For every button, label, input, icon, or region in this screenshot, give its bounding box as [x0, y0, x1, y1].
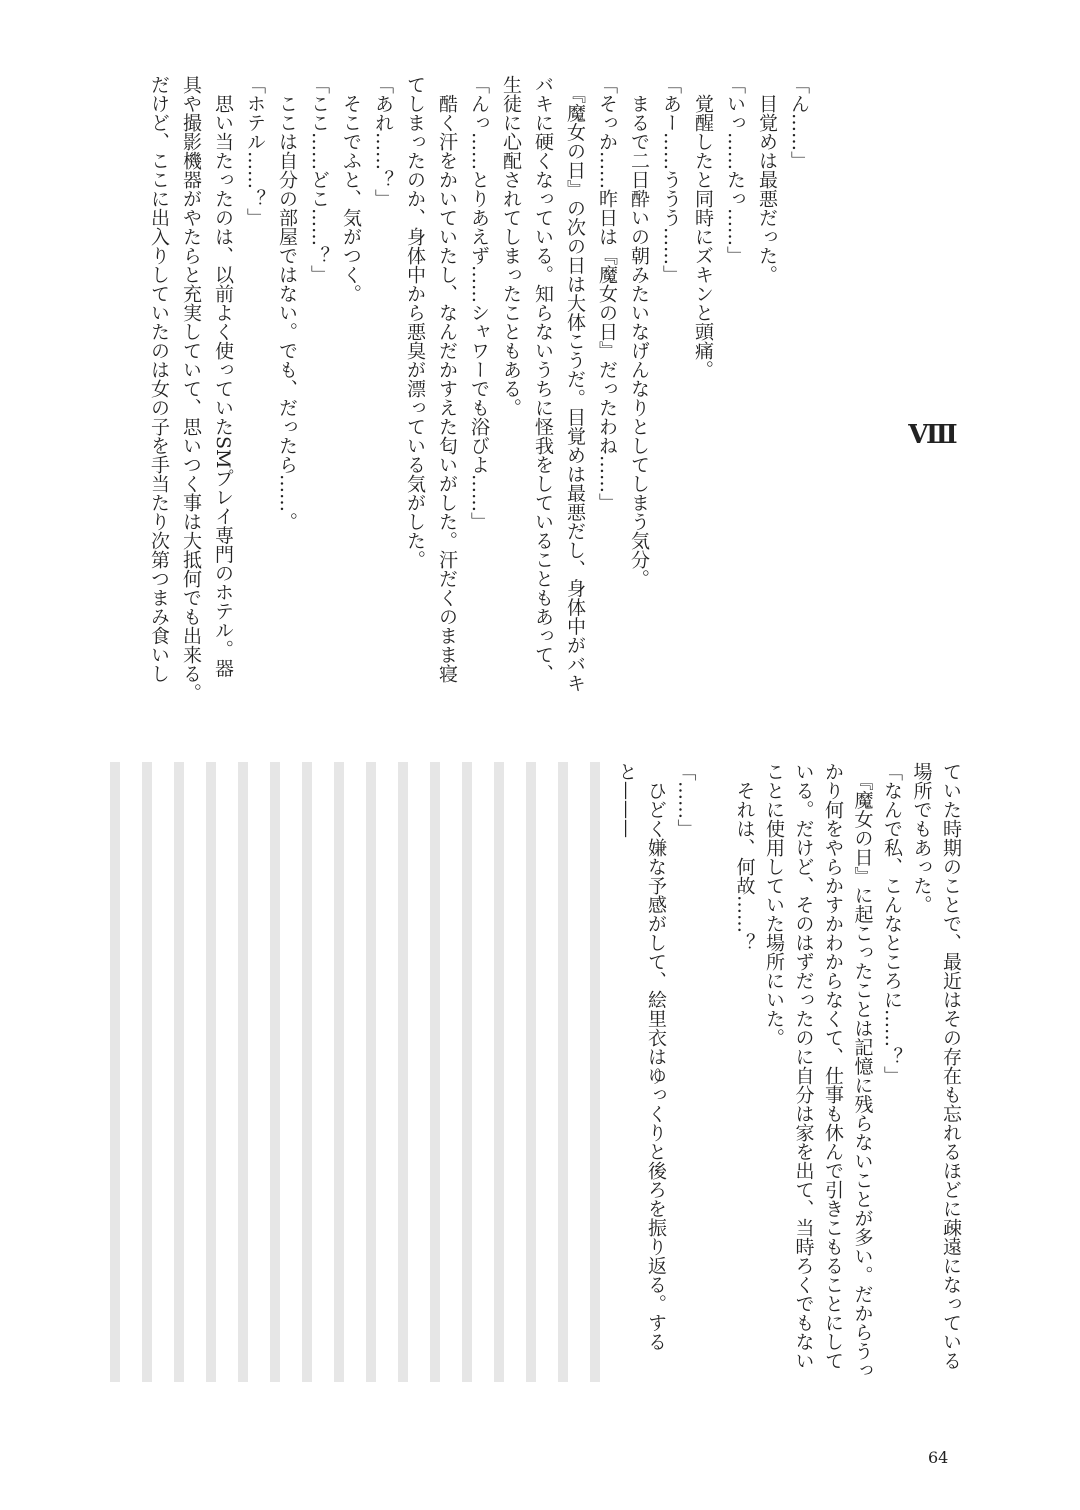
text-line: 場所でもあった。: [910, 762, 933, 914]
text-line: かり何をやらかすかわからなくて、仕事も休んで引きこもることにして: [822, 762, 844, 1370]
text-line: 覚醒したと同時にズキンと頭痛。: [692, 75, 714, 379]
omitted-text-column: [526, 762, 536, 1382]
omitted-text-column: [142, 762, 152, 1382]
text-line: 酷く汗をかいていたし、なんだかすえた匂いがした。汗だくのまま寝: [436, 75, 458, 683]
text-line: 「ん……」: [788, 75, 810, 170]
omitted-text-column: [334, 762, 344, 1382]
text-line: ことに使用していた場所にいた。: [763, 762, 785, 1047]
text-line: 『魔女の日』に起こったことは記憶に残らないことが多い。だからうっ: [851, 762, 874, 1380]
text-line: 「ここ……どこ……？」: [308, 75, 330, 284]
omitted-text-column: [398, 762, 408, 1382]
omitted-text-column: [366, 762, 376, 1382]
chapter-heading: Ⅷ: [918, 420, 948, 450]
text-line: ひどく嫌な予感がして、絵里衣はゆっくりと後ろを振り返る。する: [645, 762, 667, 1351]
text-line: 思い当たったのは、以前よく使っていたSMプレイ専門のホテル。器: [212, 75, 234, 678]
omitted-text-column: [174, 762, 184, 1382]
text-line: 「んっ……とりあえず……シャワーでも浴びよ……」: [468, 75, 490, 531]
lower-text-block: [135, 762, 965, 1427]
text-line: 「ホテル……？」: [244, 75, 266, 227]
text-line: 「……」: [674, 762, 697, 838]
text-line: だけど、ここに出入りしていたのは女の子を手当たり次第つまみ食いし: [148, 75, 170, 683]
text-line: ていた時期のことで、最近はその存在も忘れるほどに疎遠になっている: [940, 762, 962, 1370]
omitted-text-column: [270, 762, 280, 1382]
text-line: 目覚めは最悪だった。: [756, 75, 778, 284]
omitted-text-column: [494, 762, 504, 1382]
text-line: いる。だけど、そのはずだったのに自分は家を出て、当時ろくでもない: [792, 762, 815, 1370]
omitted-text-column: [206, 762, 216, 1382]
omitted-text-column: [430, 762, 440, 1382]
text-line: それは、何故……？: [733, 762, 756, 952]
text-line: そこでふと、気がつく。: [340, 75, 362, 303]
omitted-text-column: [238, 762, 248, 1382]
text-line: ここは自分の部屋ではない。でも、だったら……。: [276, 75, 298, 531]
omitted-text-column: [110, 762, 120, 1382]
upper-text-block: [140, 75, 815, 725]
text-line: 「あー……ううう……」: [660, 75, 682, 284]
text-line: と———: [615, 762, 638, 838]
page-number: 64: [928, 1448, 949, 1467]
omitted-text-column: [302, 762, 312, 1382]
text-line: [700, 762, 730, 1427]
text-line: 『魔女の日』の次の日は大体こうだ。目覚めは最悪だし、身体中がバキ: [564, 75, 586, 693]
omitted-text-column: [558, 762, 568, 1382]
text-line: 「いっ……たっ……」: [724, 75, 746, 265]
omitted-text-column: [590, 762, 600, 1382]
text-line: てしまったのか、身体中から悪臭が漂っている気がした。: [404, 75, 426, 569]
text-line: 「なんで私、こんなところに……？」: [881, 762, 903, 1085]
text-line: 生徒に心配されてしまったこともある。: [500, 75, 522, 417]
text-line: 「あれ……？」: [372, 75, 394, 208]
text-line: バキに硬くなっている。知らないうちに怪我をしていることもあって、: [532, 75, 554, 683]
text-line: 「そっか……昨日は『魔女の日』だったわね……」: [596, 75, 618, 512]
text-line: まるで二日酔いの朝みたいなげんなりとしてしまう気分。: [628, 75, 650, 588]
omitted-text-column: [462, 762, 472, 1382]
text-line: 具や撮影機器がやたらと充実していて、思いつく事は大抵何でも出来る。: [180, 75, 202, 702]
